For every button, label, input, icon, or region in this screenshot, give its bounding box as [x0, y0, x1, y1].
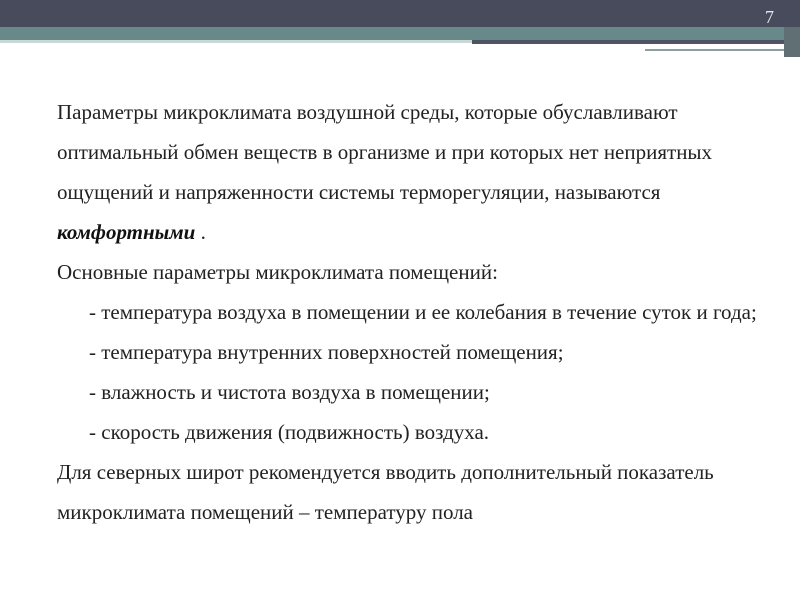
header-bar — [0, 0, 800, 27]
intro-paragraph — [57, 92, 777, 252]
intro-text: Параметры микроклимата воздушной среды, которые обуславливают оптимальный обмен веществ в организме и при которых нет неприятных ощущений и напряженности системы терморегуляции, называются — [57, 100, 713, 204]
divider-light — [0, 40, 472, 43]
list-item: - температура воздуха в помещении и ее колебания в течение суток и года; — [89, 300, 757, 324]
list-item: - влажность и чистота воздуха в помещении; — [89, 380, 490, 404]
edge-block — [784, 27, 800, 57]
list-heading: Основные параметры микроклимата помещений: — [57, 260, 498, 284]
intro-end: . — [195, 220, 206, 244]
divider-dark — [472, 40, 800, 44]
list-item: - скорость движения (подвижность) воздуха. — [89, 420, 490, 444]
slide-number: 7 — [765, 7, 774, 27]
list-item: - температура внутренних поверхностей помещения; — [89, 340, 564, 364]
footer-paragraph: Для северных широт рекомендуется вводить дополнительный показатель микроклимата помещений – температуру пола — [57, 460, 714, 524]
accent-stripe — [0, 27, 800, 40]
slide-content — [57, 92, 777, 532]
highlighted-term: комфортными — [57, 220, 196, 244]
divider-thin — [645, 49, 785, 51]
